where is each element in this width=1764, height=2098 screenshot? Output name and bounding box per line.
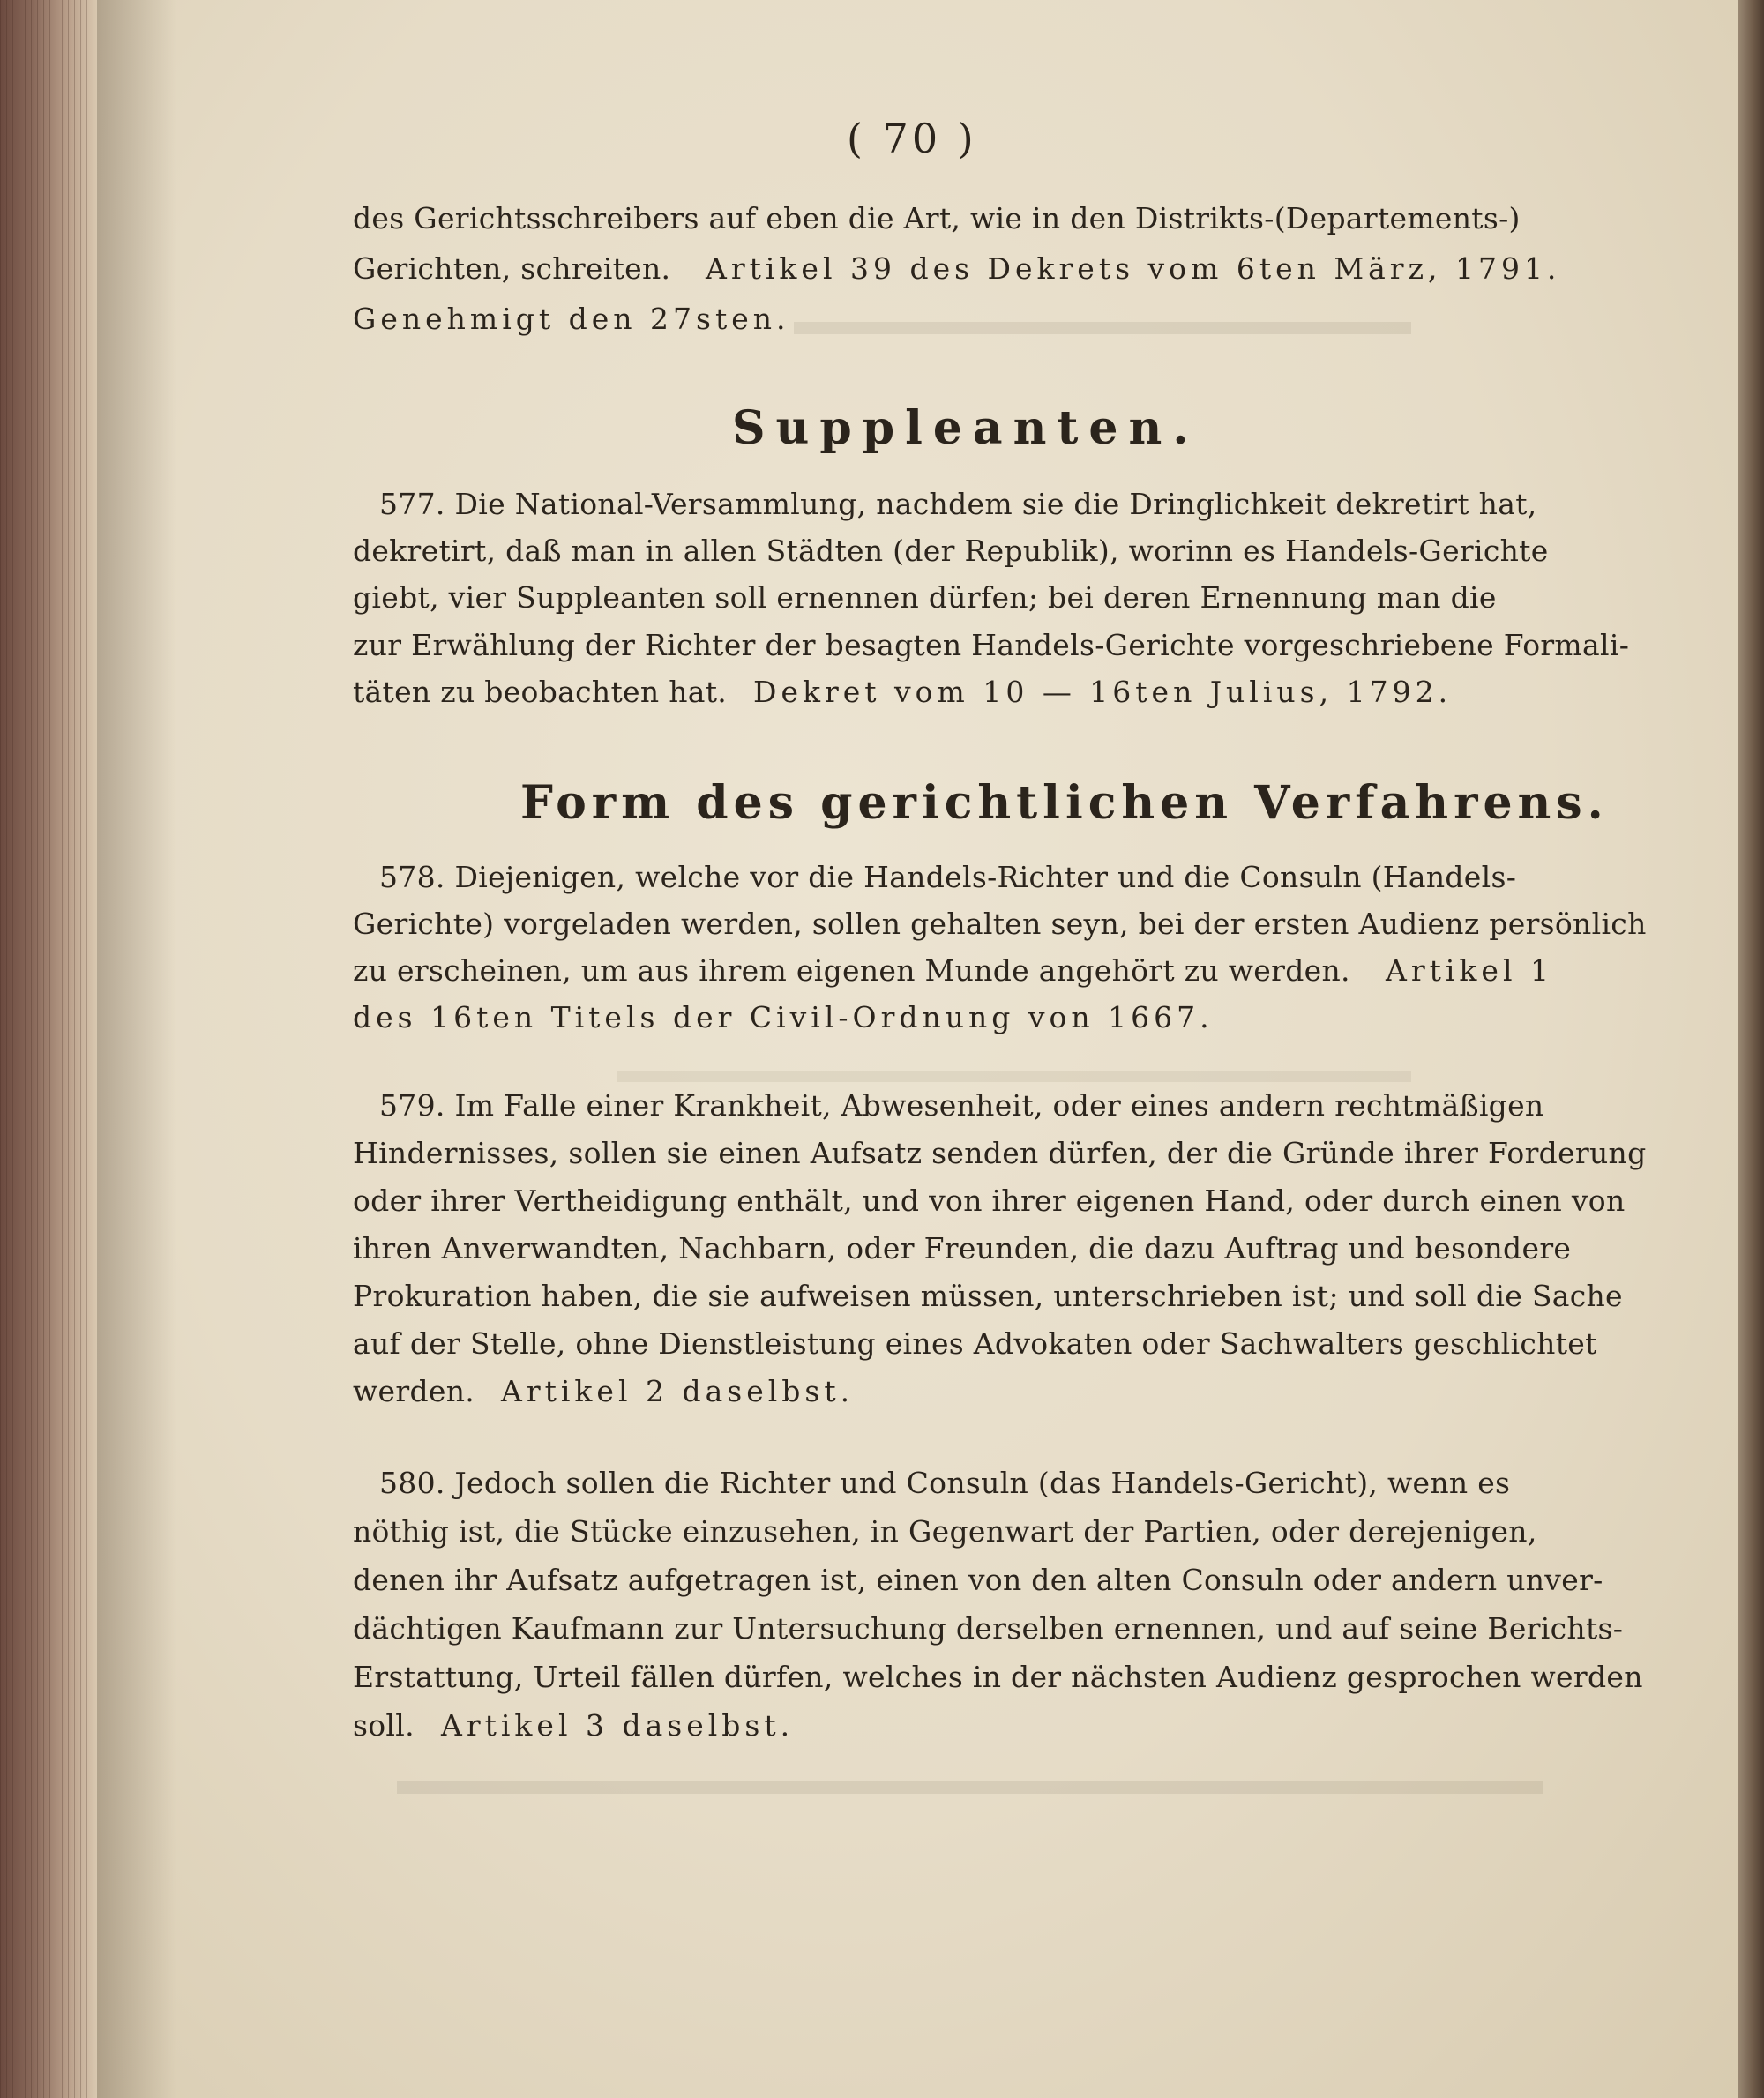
article-577-line: täten zu beobachten hat. [353, 675, 728, 709]
intro-line: Gerichten, schreiten. [353, 251, 671, 286]
article-579-line: werden. [353, 1374, 475, 1408]
intro-line: Genehmigt den 27sten. [353, 302, 790, 336]
article-577-reference: Dekret vom 10 — 16ten Julius, 1792. [753, 675, 1453, 709]
article-578-line: des 16ten Titels der Civil-Ordnung von 1667. [353, 1000, 1214, 1034]
gutter-shadow [97, 0, 176, 2098]
show-through-mark [794, 322, 1411, 334]
article-580-line: denen ihr Aufsatz aufgetragen ist, einen von den alten Consuln oder andern unver- [353, 1563, 1603, 1597]
article-580-line: soll. [353, 1708, 415, 1743]
article-579-reference: Artikel 2 daselbst. [501, 1374, 855, 1408]
article-580-line: Erstattung, Urteil fällen dürfen, welches in der nächsten Audienz gesprochen werden [353, 1660, 1643, 1694]
article-578-line: Gerichte) vorgeladen werden, sollen gehalten seyn, bei der ersten Audienz persönlich [353, 907, 1647, 941]
article-578-reference: Artikel 1 [1386, 953, 1553, 988]
page-number: ( 70 ) [847, 115, 977, 162]
section-heading-suppleanten: Suppleanten. [732, 401, 1200, 455]
article-578-line: zu erscheinen, um aus ihrem eigenen Munde angehört zu werden. [353, 953, 1350, 988]
article-579-line: ihren Anverwandten, Nachbarn, oder Freunden, die dazu Auftrag und besondere [353, 1231, 1572, 1266]
show-through-mark [617, 1071, 1411, 1082]
article-577-line: dekretirt, daß man in allen Städten (der Republik), worinn es Handels-Gerichte [353, 534, 1549, 568]
article-577-line: giebt, vier Suppleanten soll ernennen dürfen; bei deren Ernennung man die [353, 580, 1497, 615]
article-579-line: auf der Stelle, ohne Dienstleistung eines Advokaten oder Sachwalters geschlichtet [353, 1326, 1597, 1361]
intro-reference: Artikel 39 des Dekrets vom 6ten März, 1791. [706, 251, 1561, 286]
section-heading-verfahren: Form des gerichtlichen Verfahrens. [520, 776, 1609, 830]
right-page-edge [1738, 0, 1764, 2098]
article-579-line: 579. Im Falle einer Krankheit, Abwesenheit, oder eines andern rechtmäßigen [379, 1088, 1544, 1123]
article-577-line: zur Erwählung der Richter der besagten Handels-Gerichte vorgeschriebene Formali- [353, 628, 1630, 662]
page-edges [0, 0, 97, 2098]
intro-line: des Gerichtsschreibers auf eben die Art, wie in den Distrikts-(Departements-) [353, 201, 1521, 235]
article-578-line: 578. Diejenigen, welche vor die Handels-Richter und die Consuln (Handels- [379, 860, 1517, 894]
article-577-line: 577. Die National-Versammlung, nachdem sie die Dringlichkeit dekretirt hat, [379, 487, 1537, 521]
article-579-line: Prokuration haben, die sie aufweisen müssen, unterschrieben ist; und soll die Sache [353, 1279, 1623, 1313]
show-through-mark [397, 1781, 1544, 1794]
article-579-line: Hindernisses, sollen sie einen Aufsatz senden dürfen, der die Gründe ihrer Forderung [353, 1136, 1647, 1170]
article-580-line: 580. Jedoch sollen die Richter und Consuln (das Handels-Gericht), wenn es [379, 1466, 1511, 1500]
article-580-reference: Artikel 3 daselbst. [441, 1708, 795, 1743]
article-580-line: dächtigen Kaufmann zur Untersuchung derselben ernennen, und auf seine Berichts- [353, 1611, 1624, 1646]
article-579-line: oder ihrer Vertheidigung enthält, und von ihrer eigenen Hand, oder durch einen von [353, 1183, 1626, 1218]
article-580-line: nöthig ist, die Stücke einzusehen, in Gegenwart der Partien, oder derejenigen, [353, 1514, 1537, 1549]
